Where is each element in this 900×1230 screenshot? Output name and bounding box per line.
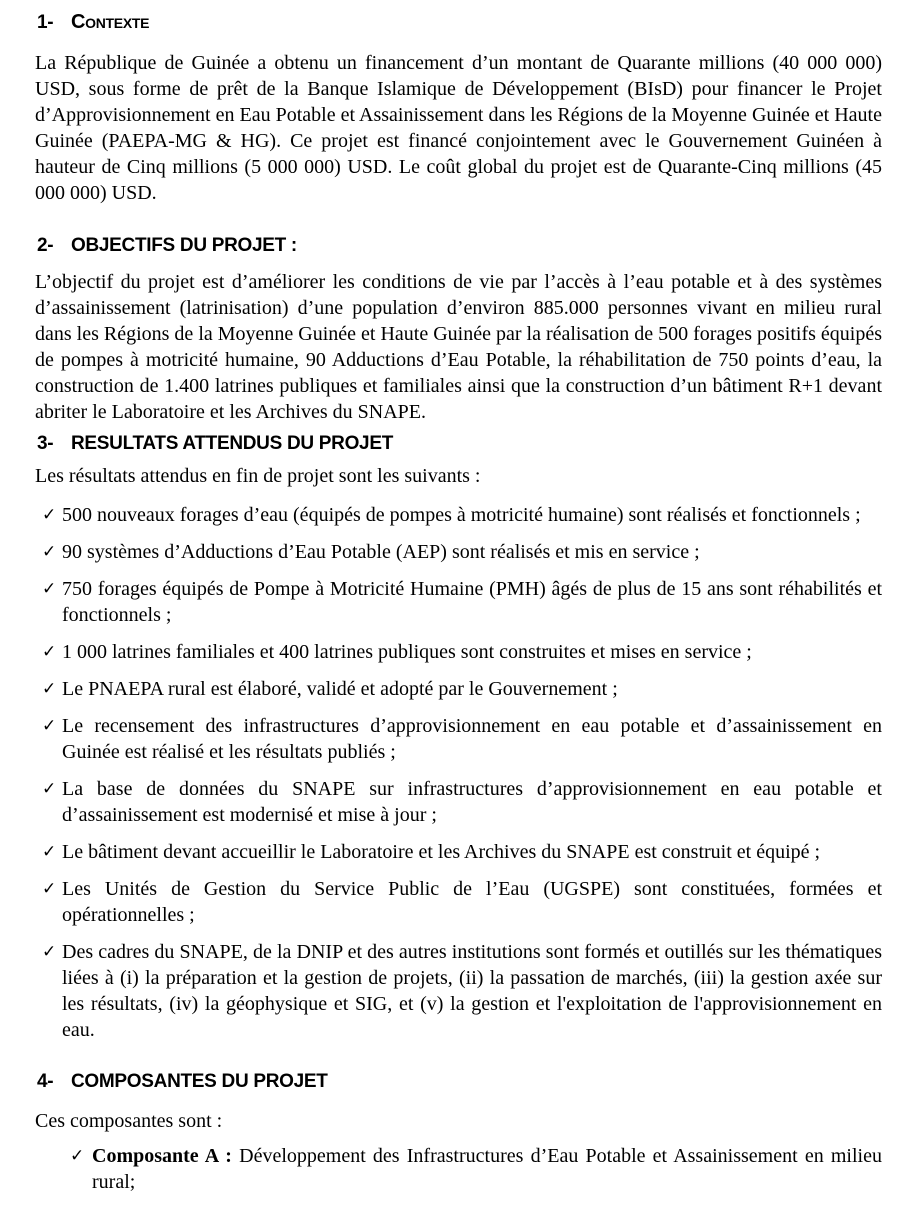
section-title: OBJECTIFS DU PROJET : bbox=[71, 235, 297, 256]
list-item bbox=[35, 639, 882, 665]
section-number: 4- bbox=[37, 1071, 54, 1092]
section-objectifs-heading bbox=[37, 234, 882, 258]
list-item-text: Le recensement des infrastructures d’approvisionnement en eau potable et d’assainissement en Guinée est réalisé et les résultats publiés ; bbox=[62, 715, 882, 763]
section-title: Contexte bbox=[71, 11, 150, 33]
composantes-intro: Ces composantes sont : bbox=[35, 1110, 223, 1132]
list-item-text: Le PNAEPA rural est élaboré, validé et adopté par le Gouvernement ; bbox=[62, 678, 618, 700]
section-contexte-heading bbox=[37, 10, 882, 35]
list-item-text: La base de données du SNAPE sur infrastructures d’approvisionnement en eau potable et d’assainissement est modernisé et mise à jour ; bbox=[62, 778, 882, 826]
list-item bbox=[35, 502, 882, 528]
section-title: RESULTATS ATTENDUS DU PROJET bbox=[71, 433, 393, 454]
section-number: 2- bbox=[37, 235, 54, 256]
list-item-text: Les Unités de Gestion du Service Public de l’Eau (UGSPE) sont constituées, formées et opérationnelles ; bbox=[62, 878, 882, 926]
list-item bbox=[35, 713, 882, 765]
list-item-text: 750 forages équipés de Pompe à Motricité Humaine (PMH) âgés de plus de 15 ans sont réhabilités et fonctionnels ; bbox=[62, 578, 882, 626]
check-bullet-icon: ✓ bbox=[42, 642, 57, 662]
composante-label: Composante A : bbox=[92, 1145, 232, 1167]
objectifs-paragraph: L’objectif du projet est d’améliorer les conditions de vie par l’accès à l’eau potable et à des systèmes d’assainissement (latrinisation) d’une population d’environ 885.000 personnes vivant en milieu rural dans les Régions de la Moyenne Guinée et Haute Guinée par la réalisation de 500 forages positifs équipés de pompes à motricité humaine, 90 Adductions d’Eau Potable, la réhabilitation de 750 points d’eau, la construction de 1.400 latrines publiques et familiales ainsi que la construction d’un bâtiment R+1 devant abriter le Laboratoire et les Archives du SNAPE. bbox=[35, 271, 882, 423]
list-item-text: 500 nouveaux forages d’eau (équipés de pompes à motricité humaine) sont réalisés et fonctionnels ; bbox=[62, 504, 861, 526]
section-title: COMPOSANTES DU PROJET bbox=[71, 1071, 328, 1092]
check-bullet-icon: ✓ bbox=[42, 842, 57, 862]
composantes-list bbox=[35, 1143, 882, 1195]
section-contexte bbox=[35, 10, 882, 206]
check-bullet-icon: ✓ bbox=[42, 942, 57, 962]
check-bullet-icon: ✓ bbox=[42, 779, 57, 799]
check-bullet-icon: ✓ bbox=[42, 505, 57, 525]
section-composantes bbox=[35, 1070, 882, 1195]
list-item bbox=[35, 876, 882, 928]
check-bullet-icon: ✓ bbox=[42, 542, 57, 562]
contexte-paragraph: La République de Guinée a obtenu un financement d’un montant de Quarante millions (40 000 000) USD, sous forme de prêt de la Banque Islamique de Développement (BIsD) pour financer le Projet d’Approvisionnement en Eau Potable et Assainissement dans les Régions de la Moyenne Guinée et Haute Guinée (PAEPA-MG & HG). Ce projet est financé conjointement avec le Gouvernement Guinéen à hauteur de Cinq millions (5 000 000) USD. Le coût global du projet est de Quarante-Cinq millions (45 000 000) USD. bbox=[35, 52, 882, 204]
resultats-list bbox=[35, 502, 882, 1043]
list-item-text: 90 systèmes d’Adductions d’Eau Potable (AEP) sont réalisés et mis en service ; bbox=[62, 541, 700, 563]
check-bullet-icon: ✓ bbox=[42, 579, 57, 599]
list-item bbox=[35, 776, 882, 828]
section-composantes-heading bbox=[37, 1070, 882, 1094]
check-bullet-icon: ✓ bbox=[42, 716, 57, 736]
list-item bbox=[35, 676, 882, 702]
resultats-intro: Les résultats attendus en fin de projet sont les suivants : bbox=[35, 465, 481, 487]
check-bullet-icon: ✓ bbox=[42, 679, 57, 699]
list-item bbox=[35, 539, 882, 565]
section-objectifs bbox=[35, 234, 882, 425]
list-item bbox=[35, 839, 882, 865]
section-resultats bbox=[35, 432, 882, 1043]
list-item-text: Des cadres du SNAPE, de la DNIP et des autres institutions sont formés et outillés sur les thématiques liées à (i) la préparation et la gestion de projets, (ii) la passation de marchés, (iii) la gestion axée sur les résultats, (iv) la géophysique et SIG, et (v) la gestion et l'exploitation de l'approvisionnement en eau. bbox=[62, 941, 882, 1041]
check-bullet-icon: ✓ bbox=[70, 1146, 85, 1166]
list-item bbox=[35, 1143, 882, 1195]
composante-text: Développement des Infrastructures d’Eau Potable et Assainissement en milieu rural; bbox=[92, 1145, 882, 1193]
section-number: 3- bbox=[37, 433, 54, 454]
section-resultats-heading bbox=[37, 432, 882, 456]
list-item bbox=[35, 576, 882, 628]
check-bullet-icon: ✓ bbox=[42, 879, 57, 899]
list-item-text: 1 000 latrines familiales et 400 latrines publiques sont construites et mises en service ; bbox=[62, 641, 752, 663]
list-item-text: Le bâtiment devant accueillir le Laboratoire et les Archives du SNAPE est construit et équipé ; bbox=[62, 841, 821, 863]
section-number: 1- bbox=[37, 12, 54, 33]
list-item bbox=[35, 939, 882, 1043]
